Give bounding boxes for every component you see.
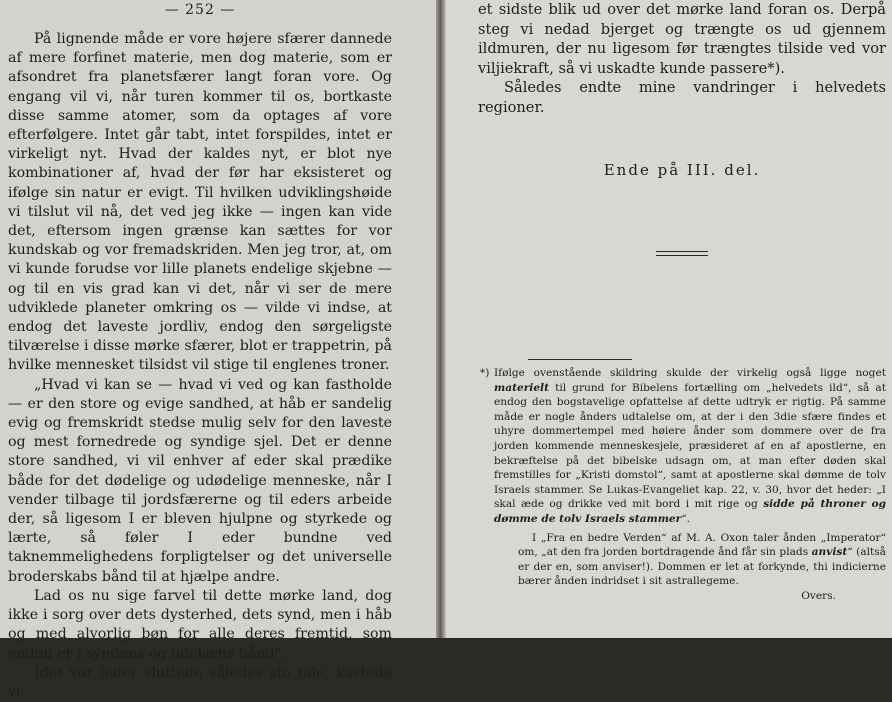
- footnote: [478, 366, 886, 527]
- right-page: [446, 0, 892, 638]
- footnote-sub-b: “ (altså er der en, som anviser!). Dommen er let at forkynde, thi indicierne bærer ånden indridset i sit astrallegeme.: [518, 546, 886, 588]
- page-number: — 252 —: [164, 2, 236, 18]
- paragraph-continued: et sidste blik ud over det mørke land foran os. Derpå steg vi nedad bjerget og trængte os ud gjennem ildmuren, der nu ligesom før trængtes tilside ved vor viljiekraft, så vi uskadte kunde passere*).: [478, 1, 886, 77]
- paragraph-closing: Således endte mine vandringer i helvedets regioner.: [478, 79, 886, 116]
- footnote-rule: [528, 359, 632, 360]
- footnote-emphasis-a: materielt: [494, 381, 549, 394]
- footnote-text-a: Ifølge ovenstående skildring skulde der virkelig også ligge noget: [494, 367, 886, 379]
- paragraph-4: Idet vor leder sluttede således sin tale, kastede vi: [8, 664, 392, 700]
- footnote-sub: [478, 531, 886, 604]
- section-end-title: Ende på III. del.: [603, 161, 761, 179]
- footnote-sub-emphasis: anvist: [811, 546, 848, 559]
- footnote-text-c: “.: [681, 512, 691, 525]
- left-page: [0, 0, 436, 700]
- double-rule-divider: [656, 251, 708, 259]
- footnote-emphasis-b: sidde på throner og dømme de tolv Israels stammer: [494, 498, 886, 525]
- footnote-text-b: til grund for Bibelens fortælling om „helvedets ild“, så at endog den bogstavelige opfattelse af dette udtryk er rigtig. På samme måde er nogle ånders udtalelse om, at der i den 3die sfære findes et uhyre dommertempel med høiere ånder som dommere over de fra jorden kommende menneskesjele, præsideret af en af apostlerne, en bekræftelse på det bibelske udsagn om, at man efter døden skal fremstilles for „Kristi domstol“, samt at apostlerne skal dømme de tolv Israels stammer. Se Lukas-Evangeliet kap. 22, v. 30, hvor det heder: „I skal æde og drikke ved mit bord i mit rige og: [494, 381, 886, 511]
- book-gutter: [436, 0, 446, 638]
- footnote-sub-a: I „Fra en bedre Verden“ af M. A. Oxon taler ånden „Imperator“ om, „at den fra jorden bortdragende ånd får sin plads: [518, 531, 886, 559]
- paragraph-1: På lignende måde er vore højere sfærer dannede af mere forfinet materie, men dog materie, som er afsondret fra planetsfærer langt foran vore. Og engang vil vi, når turen kommer til os, bortkaste disse samme atomer, som da optages af vore efterfølgere. Intet går tabt, intet forspildes, intet er virkeligt nyt. Hvad der kaldes nyt, er blot nye kombinationer af, hvad der før har eksisteret og ifølge sin natur er evigt. Til hvilken udviklingshøide vi tilslut vil nå, det ved jeg ikke — ingen kan vide det, eftersom ingen grænse kan sættes for vor kundskab og vor fremadskriden. Men jeg tror, at, om vi kunde forudse vor lille planets endelige skjebne — og til en vis grad kan vi det, når vi ser de mere udviklede planeter omkring os — vilde vi indse, at endog det laveste jordliv, endog den sørgeligste tilværelse i disse mørke sfærer, blot er trappetrin, på hvilke mennesket tilsidst vil stige til englenes troner.: [8, 31, 393, 374]
- paragraph-2: „Hvad vi kan se — hvad vi ved og kan fastholde — er den store og evige sandhed, at håb er sandelig evig og fremskridt stedse mulig selv for den laveste og mest fornedrede og syndige sjel. Det er denne store sandhed, vi vil enhver af eder skal prædike både for det dødelige og udødelige menneske, når I vender tilbage til jordsfærerne og til eders arbeide der, så ligesom I er bleven hjulpne og styrkede og lærte, så føler I eder bundne ved taknemmelighedens forpligtelser og det universelle broderskabs bånd til at hjælpe andre.: [8, 376, 392, 585]
- paragraph-3: Lad os nu sige farvel til dette mørke land, dog ikke i sorg over dets dysterhed, dets synd, men i håb og med alvorlig bøn for alle deres fremtid, som endnu er i syndens og lidelsens bånd“.: [8, 587, 392, 662]
- footnote-mark: *): [480, 367, 490, 379]
- translator-signature: Overs.: [801, 589, 836, 602]
